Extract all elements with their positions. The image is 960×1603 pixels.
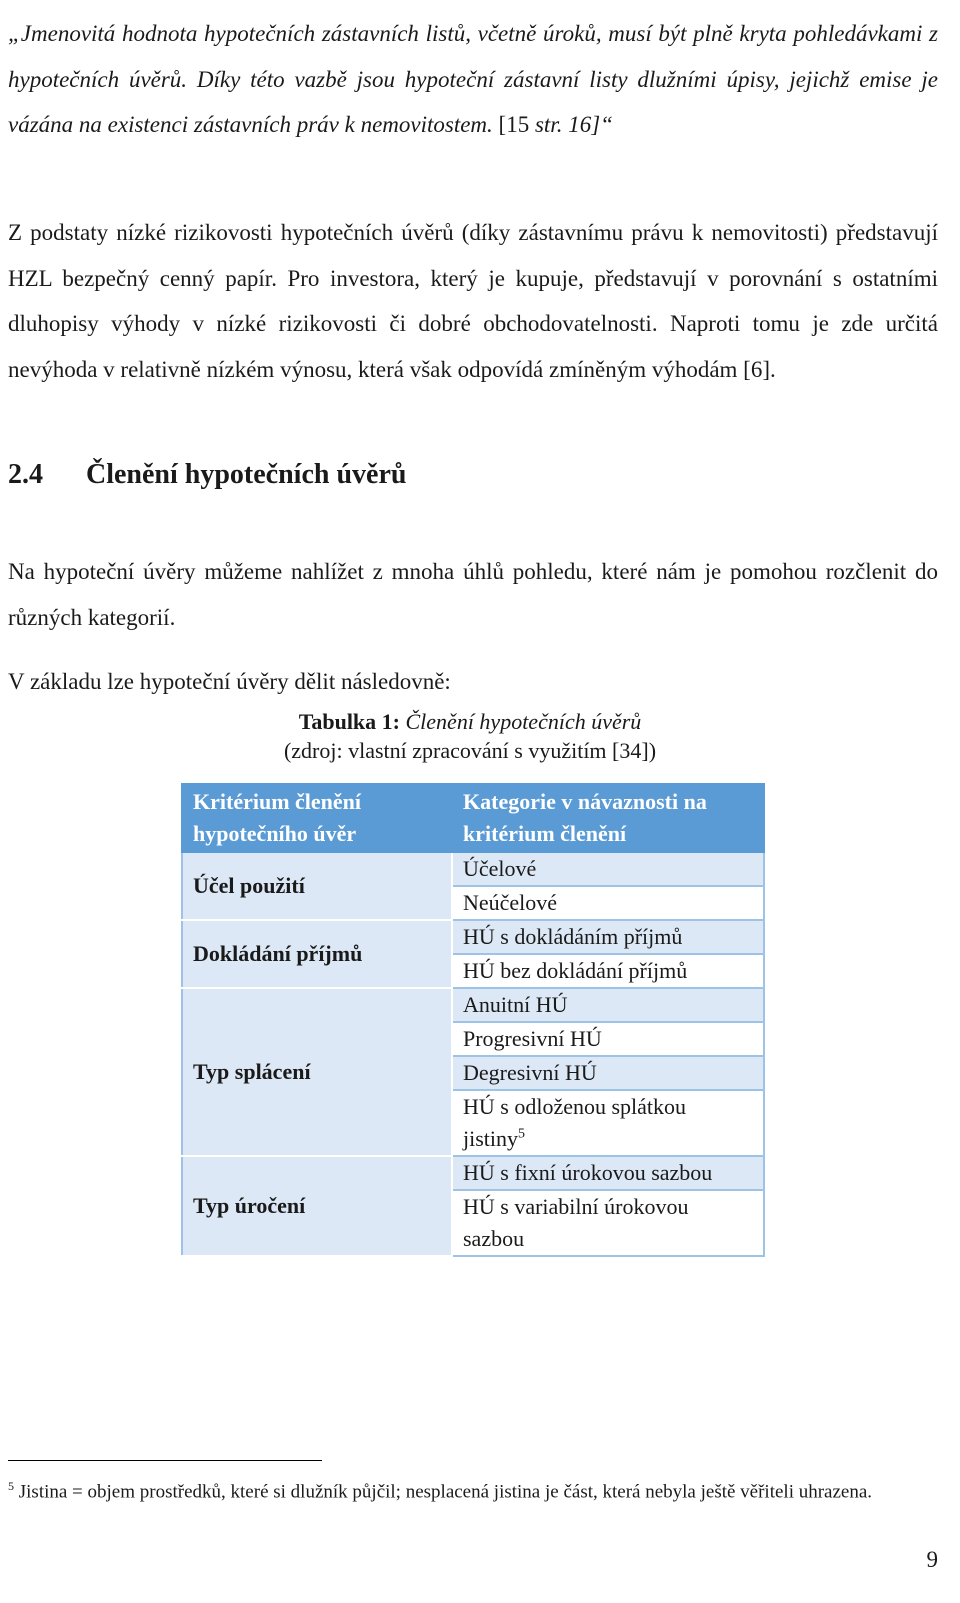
paragraph-hzl-safety: Z podstaty nízké rizikovosti hypotečních úvěrů (díky zástavnímu právu k nemovitosti) představují HZL bezpečný cenný papír. Pro investora, který je kupuje, představují v porovnání s ostatními dluhopisy výhody v nízké rizikovosti či dobré obchodovatelnosti. Naproti tomu je zde určitá nevýhoda v relativně nízkém výnosu, která však odpovídá zmíněným výhodám [6]. (8, 220, 938, 382)
page-number: 9 (926, 1547, 938, 1572)
category-cell: Neúčelové (452, 886, 764, 920)
category-cell-with-footnote (452, 1090, 764, 1156)
criterion-cell: Typ úročení (182, 1156, 452, 1256)
category-cell: HÚ bez dokládání příjmů (452, 954, 764, 988)
category-cell: HÚ s dokládáním příjmů (452, 920, 764, 954)
table-row (182, 920, 764, 954)
quote-ref-suffix: str. 16]“ (534, 112, 613, 137)
quote-ref-prefix: [15 (498, 112, 535, 137)
quote-paragraph (8, 11, 938, 148)
table-caption-title: Členění hypotečních úvěrů (405, 709, 642, 734)
header-category: Kategorie v návaznosti na kritérium členění (452, 784, 764, 852)
quote-text: „Jmenovitá hodnota hypotečních zástavních listů, včetně úroků, musí být plně kryta pohledávkami z hypotečních úvěrů. Díky této vazbě jsou hypoteční zástavní listy dlužními úpisy, jejichž emise je vázána na existenci zástavních práv k nemovitostem. (8, 21, 938, 137)
category-cell: HÚ s variabilní úrokovou sazbou (452, 1190, 764, 1256)
category-text: HÚ s odloženou splátkou jistiny (463, 1094, 687, 1151)
criterion-cell: Účel použití (182, 852, 452, 920)
classification-table (181, 783, 765, 1257)
footnote (8, 1474, 936, 1504)
section-number: 2.4 (8, 459, 43, 490)
table-caption-source: (zdroj: vlastní zpracování s využitím [34]) (283, 738, 657, 763)
table-row (182, 988, 764, 1022)
table-header-row (182, 784, 764, 852)
header-criterion: Kritérium členění hypotečního úvěr (182, 784, 452, 852)
table-caption-label: Tabulka 1: (298, 709, 400, 734)
category-cell: HÚ s fixní úrokovou sazbou (452, 1156, 764, 1190)
table-caption (180, 708, 760, 736)
section-title: Členění hypotečních úvěrů (86, 459, 407, 490)
section-heading (8, 455, 938, 495)
table-row (182, 1156, 764, 1190)
table-row (182, 852, 764, 886)
category-cell: Progresivní HÚ (452, 1022, 764, 1056)
footnote-divider (8, 1460, 322, 1461)
category-cell: Účelové (452, 852, 764, 886)
footnote-mark: 5 (8, 1479, 14, 1493)
footnote-text: Jistina = objem prostředků, které si dlužník půjčil; nesplacená jistina je část, která nebyla ještě věřiteli uhrazena. (18, 1481, 873, 1503)
paragraph-intro: Na hypoteční úvěry můžeme nahlížet z mnoha úhlů pohledu, které nám je pomohou rozčlenit do různých kategorií. (8, 559, 938, 630)
criterion-cell: Typ splácení (182, 988, 452, 1156)
footnote-reference[interactable]: 5 (518, 1126, 526, 1142)
criterion-cell: Dokládání příjmů (182, 920, 452, 988)
category-cell: Degresivní HÚ (452, 1056, 764, 1090)
category-cell: Anuitní HÚ (452, 988, 764, 1022)
paragraph-division: V základu lze hypoteční úvěry dělit následovně: (8, 669, 451, 694)
